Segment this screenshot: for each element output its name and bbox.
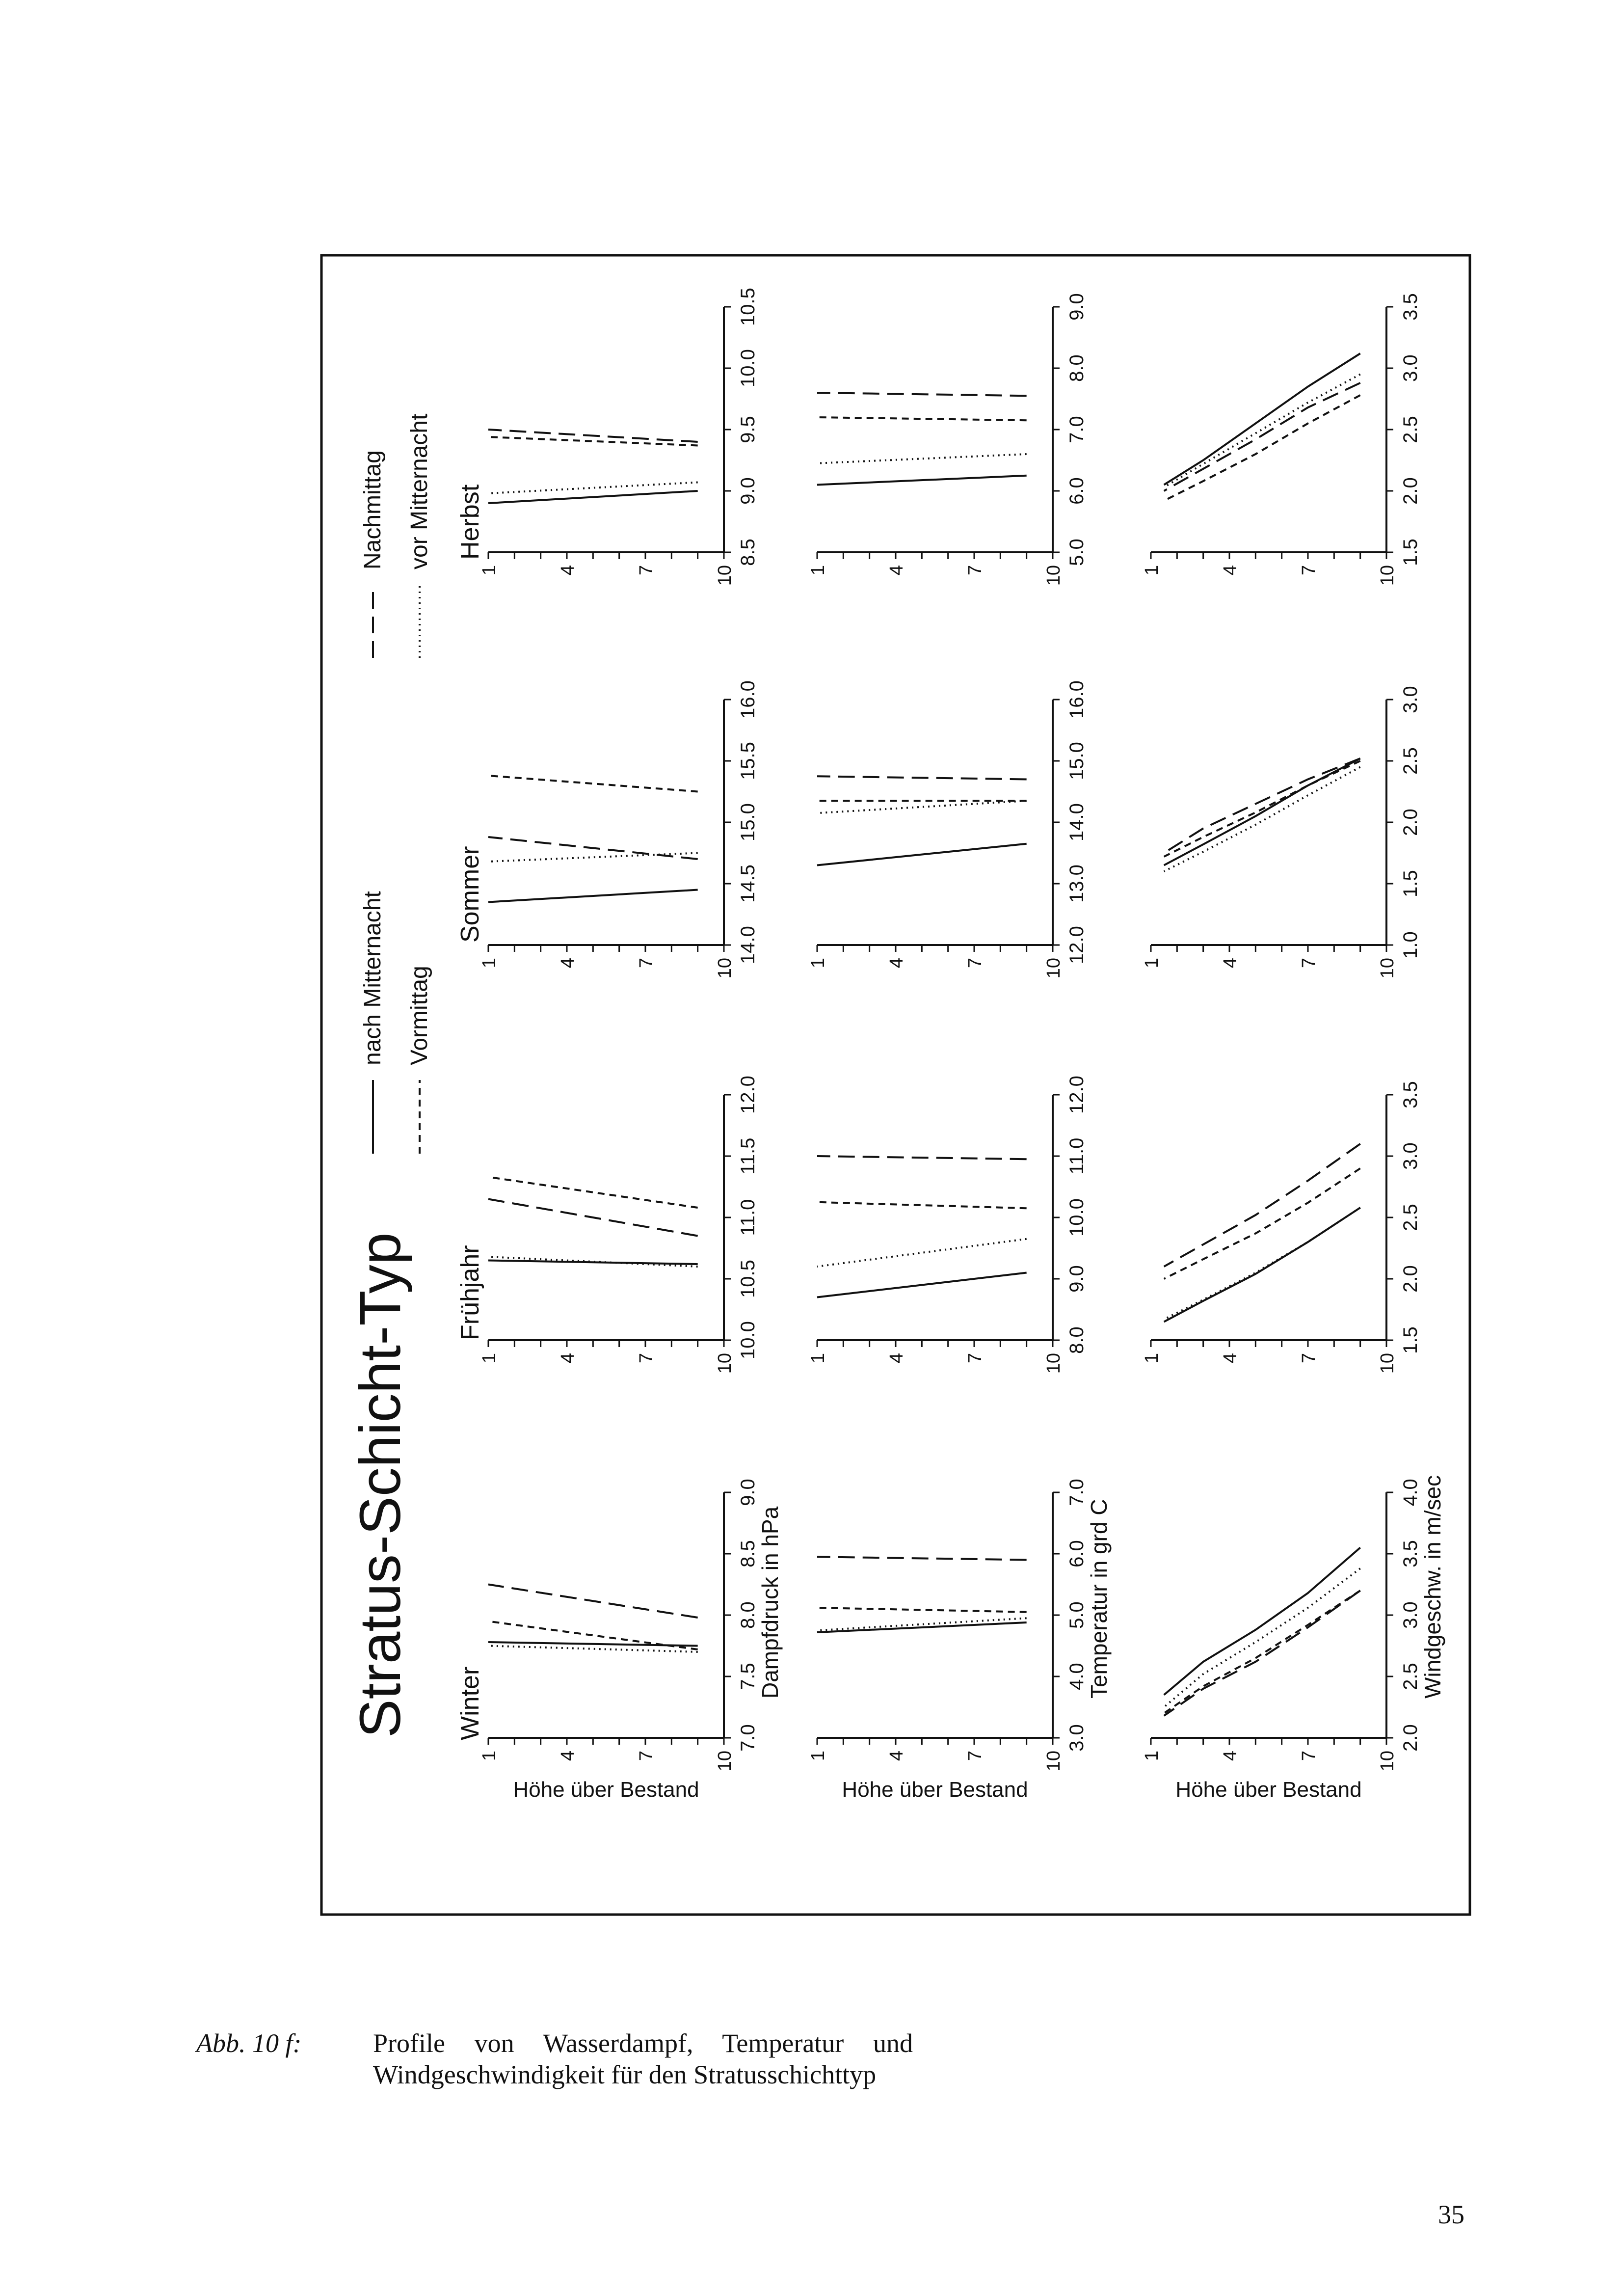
- height-tick-label: 1: [808, 1751, 828, 1761]
- panel-r2-c3: [1142, 293, 1421, 586]
- legend-label-nachmittag: Nachmittag: [360, 450, 386, 569]
- height-tick-label: 4: [1220, 958, 1241, 969]
- value-tick-label: 15.5: [737, 742, 759, 780]
- height-tick-label: 1: [479, 1353, 500, 1364]
- height-tick-label: 4: [1220, 1353, 1241, 1364]
- series-nachmittag: [817, 776, 1027, 779]
- series-nach-mitternacht: [817, 476, 1027, 485]
- page-number: 35: [1438, 2200, 1464, 2229]
- series-nachmittag: [488, 1585, 698, 1618]
- height-tick-label: 1: [808, 1353, 828, 1364]
- height-tick-label: 10: [715, 565, 735, 586]
- value-tick-label: 12.0: [1066, 926, 1088, 964]
- height-tick-label: 4: [558, 1353, 578, 1364]
- value-tick-label: 6.0: [1066, 477, 1088, 505]
- value-tick-label: 8.0: [1066, 1326, 1088, 1354]
- value-tick-label: 1.5: [1400, 870, 1421, 897]
- height-tick-label: 7: [965, 1751, 985, 1761]
- height-tick-label: 7: [1299, 958, 1319, 969]
- panel-r1-c3: [808, 293, 1088, 586]
- panel-r2-c0: [1142, 1479, 1421, 1771]
- height-tick-label: 4: [558, 565, 578, 576]
- height-tick-label: 7: [965, 565, 985, 576]
- value-tick-label: 9.0: [1066, 293, 1088, 321]
- value-tick-label: 2.5: [1400, 1663, 1421, 1690]
- height-tick-label: 4: [1220, 565, 1241, 576]
- height-tick-label: 7: [965, 1353, 985, 1364]
- value-tick-label: 8.5: [737, 539, 759, 566]
- panel-r2-c1: [1142, 1081, 1421, 1374]
- series-vormittag: [488, 776, 698, 792]
- panel-grid: [479, 288, 1421, 1771]
- value-tick-label: 4.0: [1066, 1663, 1088, 1690]
- value-tick-label: 11.0: [737, 1199, 759, 1236]
- height-tick-label: 10: [1043, 1751, 1064, 1772]
- height-tick-label: 10: [1377, 1353, 1398, 1374]
- series-nach-mitternacht: [817, 1273, 1027, 1297]
- value-tick-label: 2.0: [1400, 1724, 1421, 1752]
- height-tick-label: 1: [1142, 1353, 1162, 1364]
- height-tick-label: 4: [1220, 1751, 1241, 1761]
- value-tick-label: 4.0: [1400, 1479, 1421, 1506]
- season-label-winter: Winter: [456, 1666, 484, 1740]
- value-tick-label: 3.5: [1400, 293, 1421, 321]
- value-tick-label: 11.0: [1066, 1137, 1088, 1175]
- value-tick-label: 10.0: [737, 349, 759, 387]
- height-tick-label: 1: [1142, 1751, 1162, 1761]
- value-axis-title: Windgeschw. in m/sec: [1420, 1475, 1445, 1699]
- height-tick-label: 1: [1142, 565, 1162, 576]
- series-vor-mitternacht: [1164, 375, 1360, 487]
- value-tick-label: 7.0: [1066, 1479, 1088, 1506]
- value-tick-label: 16.0: [737, 680, 759, 719]
- height-tick-label: 4: [558, 1751, 578, 1761]
- height-tick-label: 10: [1377, 565, 1398, 586]
- series-nachmittag: [1164, 1591, 1360, 1716]
- legend-label-vormittag: Vormittag: [406, 966, 432, 1065]
- series-vormittag: [1164, 395, 1360, 501]
- series-vor-mitternacht: [488, 853, 698, 862]
- value-tick-label: 9.5: [737, 416, 759, 443]
- series-vor-mitternacht: [488, 483, 698, 494]
- series-vormittag: [488, 1177, 698, 1208]
- series-vor-mitternacht: [1164, 767, 1360, 872]
- height-tick-label: 10: [1377, 1751, 1398, 1772]
- series-nachmittag: [488, 430, 698, 442]
- height-tick-label: 10: [715, 1751, 735, 1772]
- series-nachmittag: [488, 1199, 698, 1236]
- value-tick-label: 3.5: [1400, 1540, 1421, 1567]
- height-tick-label: 4: [886, 1353, 907, 1364]
- height-tick-label: 7: [636, 1353, 657, 1364]
- legend: [360, 414, 432, 1154]
- value-tick-label: 15.0: [1066, 742, 1088, 780]
- series-vormittag: [488, 437, 698, 446]
- value-tick-label: 13.0: [1066, 864, 1088, 903]
- value-tick-label: 7.5: [737, 1663, 759, 1690]
- season-label-sommer: Sommer: [456, 846, 484, 943]
- figure-frame: [321, 255, 1470, 1915]
- caption-label: Abb. 10 f:: [196, 2028, 302, 2058]
- legend-label-vor-mitternacht: vor Mitternacht: [406, 413, 432, 569]
- value-tick-label: 2.0: [1400, 809, 1421, 836]
- season-label-herbst: Herbst: [456, 484, 484, 560]
- series-nachmittag: [1164, 1144, 1360, 1267]
- value-tick-label: 9.0: [737, 1479, 759, 1506]
- height-tick-label: 1: [479, 565, 500, 576]
- height-tick-label: 4: [558, 958, 578, 969]
- value-tick-label: 3.0: [1400, 354, 1421, 382]
- panel-r0-c0: [479, 1479, 759, 1771]
- value-tick-label: 10.5: [737, 1260, 759, 1298]
- series-vormittag: [1164, 761, 1360, 857]
- height-tick-label: 7: [636, 958, 657, 969]
- value-tick-label: 7.0: [1066, 416, 1088, 443]
- value-tick-label: 2.0: [1400, 1265, 1421, 1293]
- height-tick-label: 7: [1299, 1751, 1319, 1761]
- height-tick-label: 7: [1299, 1353, 1319, 1364]
- series-vor-mitternacht: [488, 1646, 698, 1652]
- series-vormittag: [817, 1608, 1027, 1612]
- value-tick-label: 12.0: [737, 1076, 759, 1114]
- value-tick-label: 3.5: [1400, 1081, 1421, 1108]
- height-tick-label: 4: [886, 565, 907, 576]
- height-tick-label: 7: [965, 958, 985, 969]
- series-nach-mitternacht: [1164, 758, 1360, 865]
- value-tick-label: 9.0: [737, 477, 759, 505]
- series-nach-mitternacht: [817, 844, 1027, 865]
- panel-r1-c0: [808, 1479, 1088, 1771]
- value-tick-label: 3.0: [1066, 1724, 1088, 1752]
- value-tick-label: 5.0: [1066, 539, 1088, 566]
- panel-r1-c1: [808, 1076, 1088, 1374]
- height-tick-label: 1: [479, 958, 500, 969]
- value-tick-label: 8.0: [1066, 354, 1088, 382]
- legend-label-nach-mitternacht: nach Mitternacht: [360, 891, 386, 1065]
- series-nachmittag: [1164, 383, 1360, 491]
- value-tick-label: 5.0: [1066, 1601, 1088, 1629]
- value-tick-label: 3.0: [1400, 1142, 1421, 1170]
- panel-r0-c2: [479, 680, 759, 978]
- panel-r1-c2: [808, 680, 1088, 978]
- height-axis-title: Höhe über Bestand: [1175, 1778, 1362, 1802]
- height-tick-label: 7: [636, 565, 657, 576]
- height-tick-label: 10: [1043, 1353, 1064, 1374]
- series-vor-mitternacht: [817, 801, 1027, 813]
- value-tick-label: 3.0: [1400, 1601, 1421, 1629]
- height-tick-label: 1: [479, 1751, 500, 1761]
- series-vormittag: [817, 1202, 1027, 1209]
- height-tick-label: 10: [715, 1353, 735, 1374]
- series-nachmittag: [488, 837, 698, 859]
- height-axis-title: Höhe über Bestand: [513, 1778, 699, 1802]
- height-tick-label: 1: [1142, 958, 1162, 969]
- height-axis-title: Höhe über Bestand: [842, 1778, 1028, 1802]
- value-tick-label: 8.0: [737, 1601, 759, 1629]
- height-tick-label: 7: [636, 1751, 657, 1761]
- series-nachmittag: [817, 1156, 1027, 1159]
- value-tick-label: 7.0: [737, 1724, 759, 1752]
- height-tick-label: 10: [1377, 958, 1398, 979]
- value-tick-label: 14.5: [737, 864, 759, 903]
- value-axis-title: Dampfdruck in hPa: [757, 1506, 783, 1699]
- panel-r2-c2: [1142, 686, 1421, 978]
- value-tick-label: 9.0: [1066, 1265, 1088, 1293]
- figure-title: Stratus-Schicht-Typ: [348, 1232, 413, 1738]
- value-tick-label: 10.0: [1066, 1198, 1088, 1237]
- height-tick-label: 10: [1043, 958, 1064, 979]
- series-nach-mitternacht: [817, 1622, 1027, 1632]
- value-tick-label: 3.0: [1400, 686, 1421, 713]
- series-vor-mitternacht: [817, 454, 1027, 463]
- series-nach-mitternacht: [488, 1642, 698, 1646]
- value-tick-label: 14.0: [1066, 803, 1088, 841]
- height-tick-label: 10: [1043, 565, 1064, 586]
- panel-r0-c3: [479, 288, 759, 586]
- series-vor-mitternacht: [1164, 1568, 1360, 1707]
- height-tick-label: 4: [886, 958, 907, 969]
- value-tick-label: 2.5: [1400, 747, 1421, 775]
- value-tick-label: 15.0: [737, 803, 759, 841]
- series-nach-mitternacht: [488, 890, 698, 902]
- season-label-fruehjahr: Frühjahr: [456, 1245, 484, 1340]
- panel-r0-c1: [479, 1076, 759, 1374]
- height-tick-label: 4: [886, 1751, 907, 1761]
- value-tick-label: 10.5: [737, 288, 759, 326]
- height-tick-label: 7: [1299, 565, 1319, 576]
- series-vormittag: [1164, 1168, 1360, 1279]
- series-nach-mitternacht: [1164, 353, 1360, 485]
- series-vormittag: [817, 417, 1027, 420]
- value-tick-label: 1.0: [1400, 931, 1421, 959]
- height-tick-label: 10: [715, 958, 735, 979]
- value-tick-label: 8.5: [737, 1540, 759, 1567]
- series-nachmittag: [817, 393, 1027, 396]
- value-tick-label: 6.0: [1066, 1540, 1088, 1567]
- series-nach-mitternacht: [488, 491, 698, 503]
- value-tick-label: 10.0: [737, 1321, 759, 1359]
- series-nachmittag: [817, 1557, 1027, 1560]
- value-tick-label: 2.5: [1400, 416, 1421, 443]
- value-axis-title: Temperatur in grd C: [1086, 1499, 1112, 1699]
- height-tick-label: 1: [808, 565, 828, 576]
- series-nach-mitternacht: [1164, 1548, 1360, 1695]
- value-tick-label: 1.5: [1400, 539, 1421, 566]
- series-vor-mitternacht: [817, 1239, 1027, 1267]
- value-tick-label: 2.0: [1400, 477, 1421, 505]
- value-tick-label: 1.5: [1400, 1326, 1421, 1354]
- value-tick-label: 2.5: [1400, 1204, 1421, 1231]
- value-tick-label: 11.5: [737, 1137, 759, 1175]
- height-tick-label: 1: [808, 958, 828, 969]
- series-nach-mitternacht: [488, 1261, 698, 1265]
- value-tick-label: 12.0: [1066, 1076, 1088, 1114]
- caption-text: Profile von Wasserdampf, Temperatur und Windgeschwindigkeit für den Stratusschichttyp: [373, 2028, 913, 2089]
- value-tick-label: 16.0: [1066, 680, 1088, 719]
- value-tick-label: 14.0: [737, 926, 759, 964]
